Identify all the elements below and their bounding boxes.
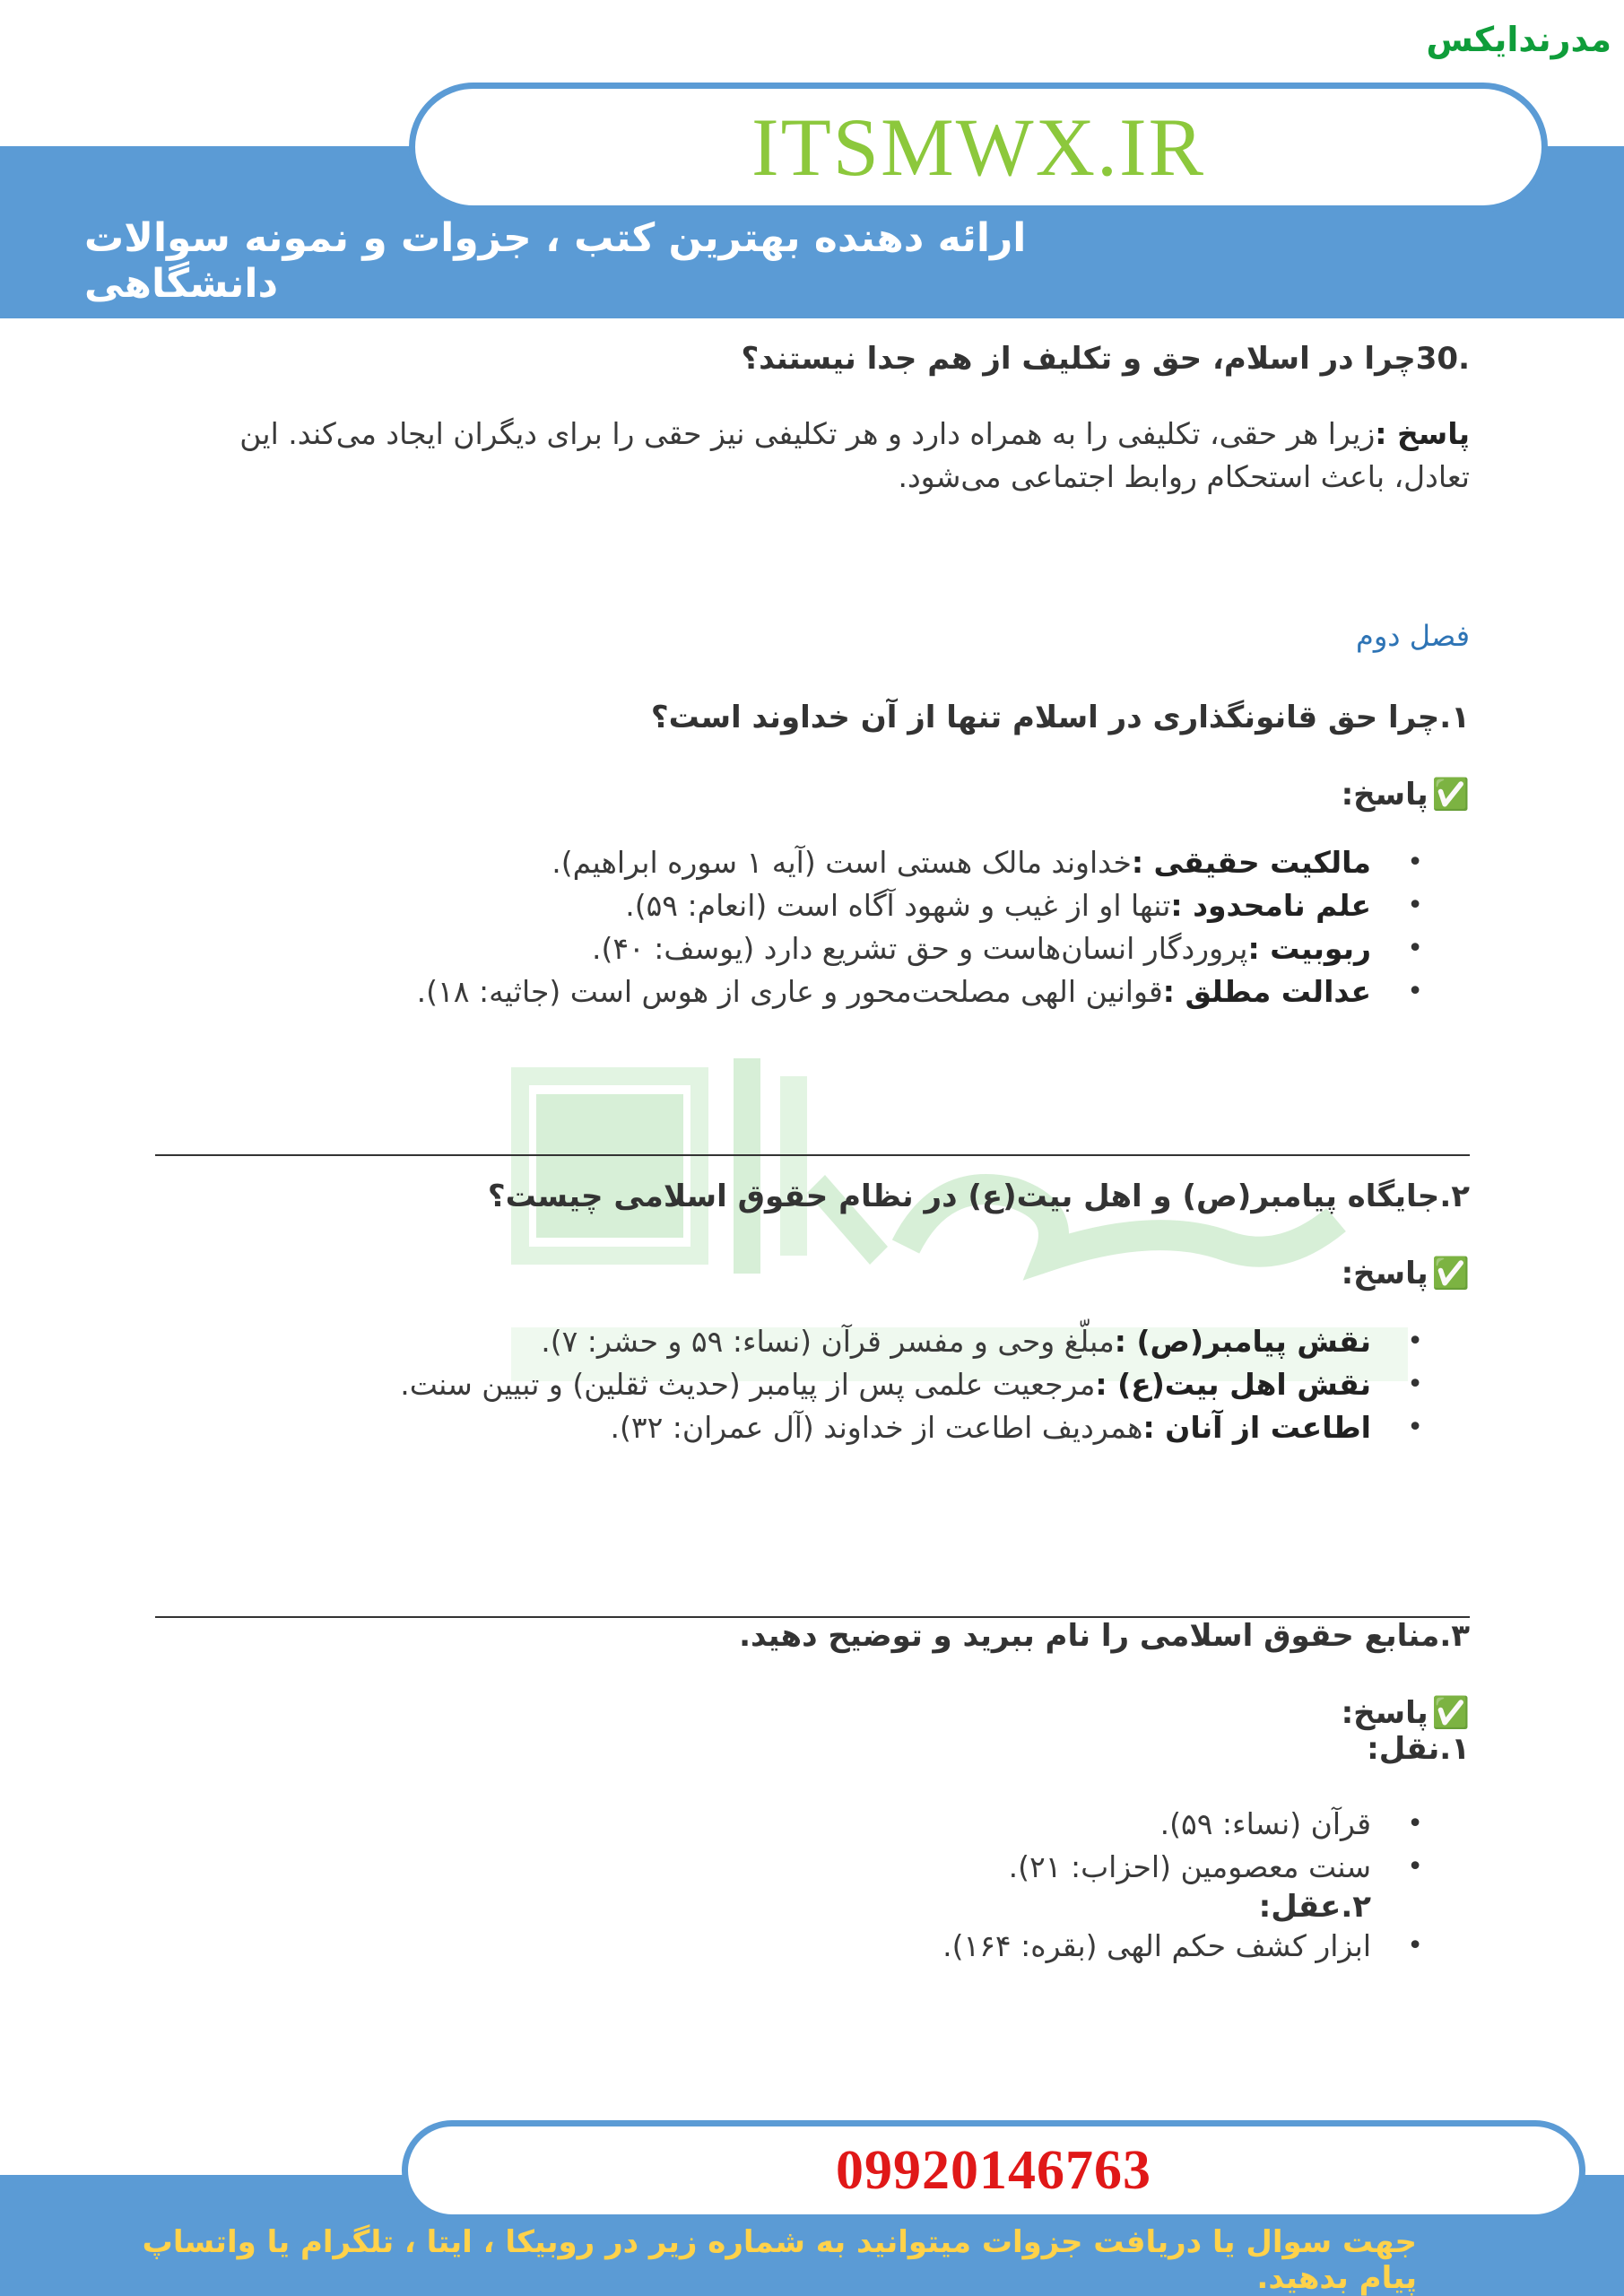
item-text: مبلّغ وحی و مفسر قرآن (نساء: ۵۹ و حشر: ۷). xyxy=(541,1324,1115,1359)
item-label: اطاعت از آنان : xyxy=(1142,1410,1371,1445)
answer-label: پاسخ: xyxy=(1341,1695,1429,1731)
item-label: نقش پیامبر(ص) : xyxy=(1114,1324,1371,1359)
header-tagline: ارائه دهنده بهترین کتب ، جزوات و نمونه سوالات دانشگاهی xyxy=(84,215,1027,307)
answer-heading xyxy=(196,777,1470,813)
site-url[interactable]: ITSMWX.IR xyxy=(751,101,1206,193)
subheading-aql: ۲.عقل: xyxy=(1258,1889,1371,1925)
item-text: قوانین الهی مصلحت‌محور و عاری از هوس است (جاثیه: ۱۸). xyxy=(416,974,1163,1009)
answer-heading xyxy=(196,1695,1470,1731)
divider xyxy=(155,1154,1470,1156)
item-text: خداوند مالک هستی است (آیه ۱ سوره ابراهیم). xyxy=(551,845,1132,880)
item-text: پروردگار انسان‌هاست و حق تشریع دارد (یوسف: ۴۰). xyxy=(591,931,1248,966)
check-icon: ✅ xyxy=(1431,1695,1470,1731)
list-item: • سنت معصومین (احزاب: ۲۱). xyxy=(196,1846,1371,1889)
list-item xyxy=(196,927,1371,970)
divider xyxy=(155,1616,1470,1618)
list-item xyxy=(196,884,1371,927)
header-url-pill xyxy=(409,83,1548,212)
list-item xyxy=(196,970,1371,1013)
footer-note: جهت سوال یا دریافت جزوات میتوانید به شماره زیر در روبیکا ، ایتا ، تلگرام یا واتساپ پیام بدهید. xyxy=(142,2224,1417,2296)
item-text: تنها او از غیب و شهود آگاه است (انعام: ۵۹). xyxy=(625,888,1171,923)
brand-name: مدرندایکس xyxy=(1426,20,1611,59)
answer-label: پاسخ: xyxy=(1341,1256,1429,1292)
item-label: ربوبیت : xyxy=(1247,931,1371,966)
item-label: علم نامحدود : xyxy=(1170,888,1371,923)
item-text: مرجعیت علمی پس از پیامبر (حدیث ثقلین) و تبیین سنت. xyxy=(400,1367,1096,1402)
check-icon: ✅ xyxy=(1431,777,1470,813)
section-title: فصل دوم xyxy=(1356,619,1470,653)
question-30-answer xyxy=(196,413,1470,499)
answer-label: پاسخ : xyxy=(1375,416,1470,451)
check-icon: ✅ xyxy=(1431,1256,1470,1292)
question-1-title: ۱.چرا حق قانونگذاری در اسلام تنها از آن خداوند است؟ xyxy=(650,700,1470,735)
question-3-naql-list xyxy=(196,1803,1470,1889)
subheading-naql: ۱.نقل: xyxy=(1367,1731,1470,1767)
list-item: • ابزار کشف حکم الهی (بقره: ۱۶۴). xyxy=(196,1925,1371,1968)
footer-phone-pill xyxy=(402,2120,1585,2221)
list-item: • قرآن (نساء: ۵۹). xyxy=(196,1803,1371,1846)
question-30-title: .30چرا در اسلام، حق و تکلیف از هم جدا نیستند؟ xyxy=(741,341,1470,377)
question-2-title: ۲.جایگاه پیامبر(ص) و اهل بیت(ع) در نظام حقوق اسلامی چیست؟ xyxy=(487,1178,1470,1214)
item-label: مالکیت حقیقی : xyxy=(1131,845,1371,880)
answer-label: پاسخ: xyxy=(1341,777,1429,813)
list-item xyxy=(196,1320,1371,1363)
list-item xyxy=(196,1363,1371,1406)
list-item xyxy=(196,841,1371,884)
item-label: نقش اهل بیت(ع) : xyxy=(1095,1367,1371,1402)
answer-heading xyxy=(196,1256,1470,1292)
item-label: عدالت مطلق : xyxy=(1162,974,1371,1009)
list-item xyxy=(196,1406,1371,1449)
phone-number[interactable]: 09920146763 xyxy=(836,2139,1151,2201)
question-1-list xyxy=(196,841,1470,1013)
question-2-list xyxy=(196,1320,1470,1449)
question-3-aql-list xyxy=(196,1925,1470,1968)
answer-text: زیرا هر حقی، تکلیفی را به همراه دارد و هر تکلیفی نیز حقی را برای دیگران ایجاد می‌کند. این تعادل، باعث استحکام روابط اجتماعی می‌شود. xyxy=(239,416,1470,494)
question-3-title: ۳.منابع حقوق اسلامی را نام ببرید و توضیح دهید. xyxy=(739,1618,1470,1654)
item-text: همردیف اطاعت از خداوند (آل عمران: ۳۲). xyxy=(610,1410,1143,1445)
